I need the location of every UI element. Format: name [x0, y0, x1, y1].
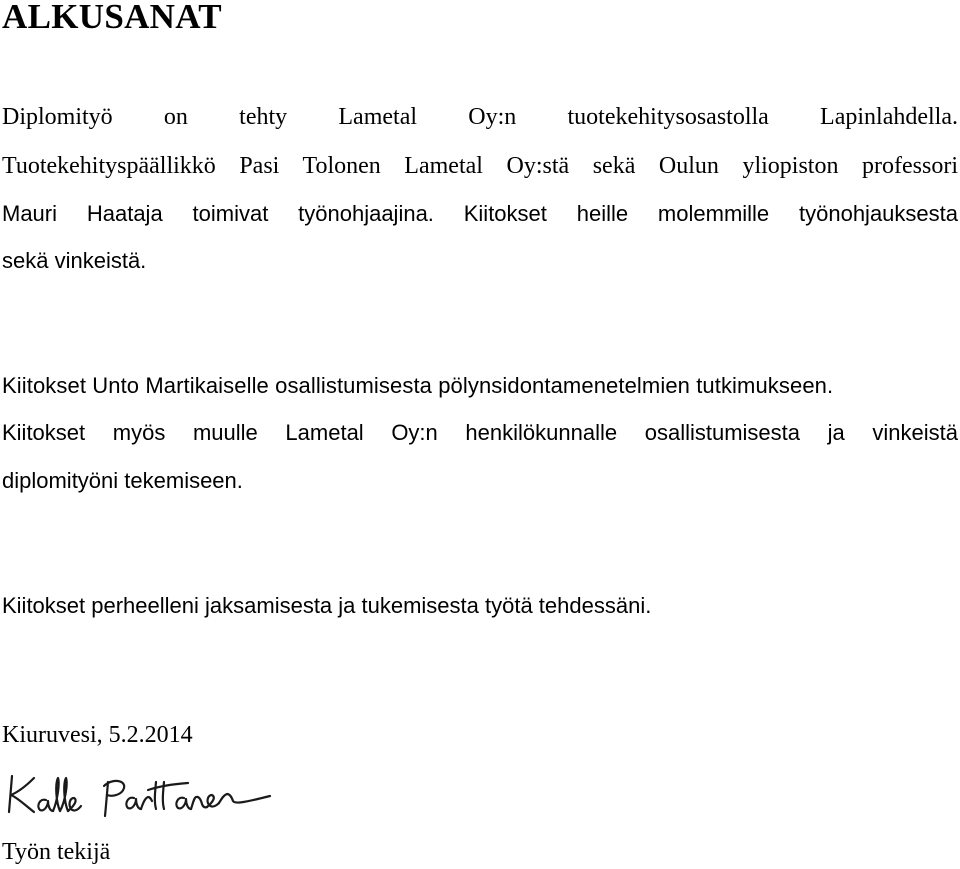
author-role-label: Työn tekijä	[2, 839, 111, 865]
signature-stroke	[219, 794, 270, 803]
paragraph-2-line-1: Kiitokset Unto Martikaiselle osallistumisesta pölynsidontamenetelmien tutkimukseen.	[2, 373, 834, 398]
paragraph-1-line-2: Tuotekehityspäällikkö Pasi Tolonen Lametal Oy:stä sekä Oulun yliopiston professori	[2, 153, 958, 179]
paragraph-1-line-3: Mauri Haataja toimivat työnohjaajina. Kiitokset heille molemmille työnohjauksesta	[2, 201, 958, 226]
signature-stroke	[60, 778, 68, 811]
paragraph-3-line-1: Kiitokset perheelleni jaksamisesta ja tukemisesta työtä tehdessäni.	[2, 593, 652, 618]
signature-stroke	[207, 795, 219, 807]
page-title: ALKUSANAT	[2, 0, 222, 36]
signature-stroke	[155, 782, 156, 809]
signature-stroke	[38, 800, 53, 811]
signature-stroke	[53, 778, 60, 811]
signature-stroke	[191, 797, 207, 809]
paragraph-1-line-4: sekä vinkeistä.	[2, 248, 147, 273]
signature-stroke	[176, 798, 191, 809]
signature-stroke	[68, 798, 81, 811]
paragraph-2-line-2: Kiitokset myös muulle Lametal Oy:n henkilökunnalle osallistumisesta ja vinkeistä	[2, 420, 958, 445]
signature-stroke	[105, 782, 108, 816]
signature-stroke	[11, 778, 34, 812]
signature-stroke	[126, 798, 141, 809]
signature	[4, 768, 284, 824]
signature-stroke	[148, 783, 188, 790]
place-date: Kiuruvesi, 5.2.2014	[2, 722, 193, 748]
paragraph-1-line-1: Diplomityö on tehty Lametal Oy:n tuotekehitysosastolla Lapinlahdella.	[2, 104, 958, 130]
paragraph-2-line-3: diplomityöni tekemiseen.	[2, 468, 243, 493]
signature-stroke	[141, 797, 152, 809]
